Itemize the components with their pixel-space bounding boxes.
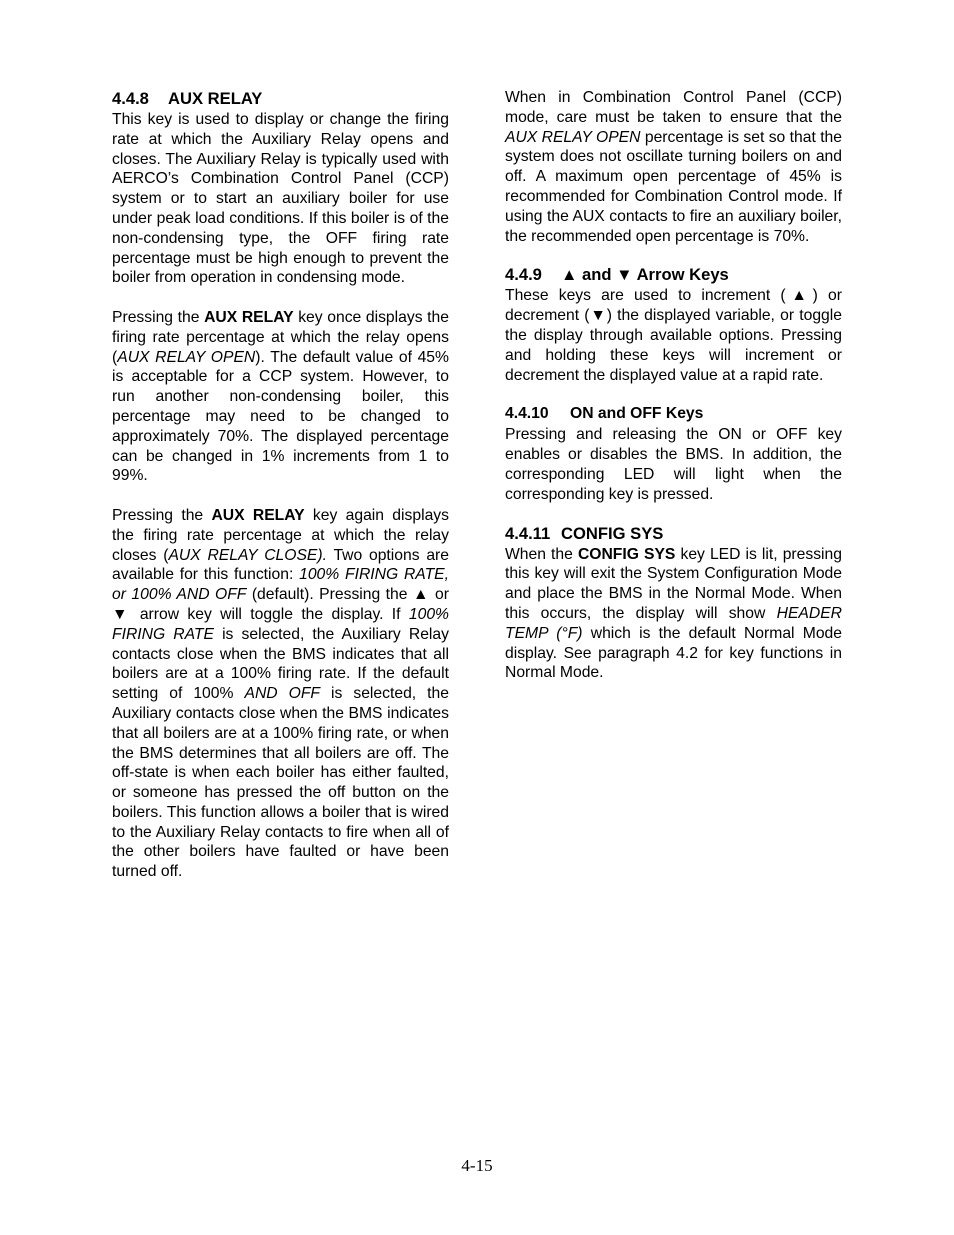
section-number: 4.4.8 <box>112 89 149 108</box>
section-title: AUX RELAY <box>168 89 263 108</box>
section-title: ▲ and ▼ Arrow Keys <box>561 265 729 285</box>
aux-relay-paragraph-2: Pressing the AUX RELAY key once displays the firing rate percentage at which the relay opens (AUX RELAY OPEN). The default value of 45% is acceptable for a CCP system. However, to run another non-condensing boiler, this percentage may need to be changed to approximately 70%. The displayed percentage can be changed in 1% increments from 1 to 99%. <box>112 308 449 485</box>
left-column <box>112 88 449 882</box>
aux-relay-paragraph-1: This key is used to display or change the firing rate at which the Auxiliary Relay opens and closes. The Auxiliary Relay is typically used with AERCO’s Combination Control Panel (CCP) system or to start an auxiliary boiler for use under peak load conditions. If this boiler is of the non-condensing type, the OFF firing rate percentage must be high enough to prevent the boiler from operation in condensing mode. <box>112 111 449 287</box>
config-sys-paragraph: When the CONFIG SYS key LED is lit, pressing this key will exit the System Configuration Mode and place the BMS in the Normal Mode. When this occurs, the display will show HEADER TEMP (°F) which is the default Normal Mode display. See paragraph 4.2 for key functions in Normal Mode. <box>505 545 842 682</box>
section-number: 4.4.10 <box>505 405 549 423</box>
right-column <box>505 88 842 683</box>
page-number: 4-15 <box>461 1156 493 1175</box>
heading-aux-relay <box>112 88 449 110</box>
section-number: 4.4.9 <box>505 265 542 285</box>
aux-relay-paragraph-4: When in Combination Control Panel (CCP) mode, care must be taken to ensure that the AUX RELAY OPEN percentage is set so that the system does not oscillate turning boilers on and off. A maximum open percentage of 45% is recommended for Combination Control mode. If using the AUX contacts to fire an auxiliary boiler, the recommended open percentage is 70%. <box>505 89 842 245</box>
section-number: 4.4.11 <box>505 523 551 543</box>
heading-on-off-keys <box>505 403 842 425</box>
section-title: ON and OFF Keys <box>570 405 704 423</box>
arrow-keys-paragraph: These keys are used to increment (▲) or decrement (▼) the displayed variable, or toggle the display through available options. Pressing and holding these keys will increment or decrement the displayed value at a rapid rate. <box>505 287 842 384</box>
heading-config-sys <box>505 523 842 545</box>
heading-arrow-keys <box>505 264 842 286</box>
section-title: CONFIG SYS <box>561 523 664 543</box>
on-off-keys-paragraph: Pressing and releasing the ON or OFF key enables or disables the BMS. In addition, the corresponding LED will light when the corresponding key is pressed. <box>505 426 842 503</box>
aux-relay-paragraph-3: Pressing the AUX RELAY key again displays the firing rate percentage at which the relay closes (AUX RELAY CLOSE). Two options are available for this function: 100% FIRING RATE, or 100% AND OFF (default). Pressing the ▲ or ▼ arrow key will toggle the display. If 100% FIRING RATE is selected, the Auxiliary Relay contacts close when the BMS indicates that all boilers are at a 100% firing rate. If the default setting of 100% AND OFF is selected, the Auxiliary contacts close when the BMS indicates that all boilers are at a 100% firing rate, or when the BMS determines that all boilers are off. The off-state is when each boiler has either faulted, or someone has pressed the off button on the boilers. This function allows a boiler that is wired to the Auxiliary Relay contacts to fire when all of the other boilers have faulted or have been turned off. <box>112 506 449 881</box>
